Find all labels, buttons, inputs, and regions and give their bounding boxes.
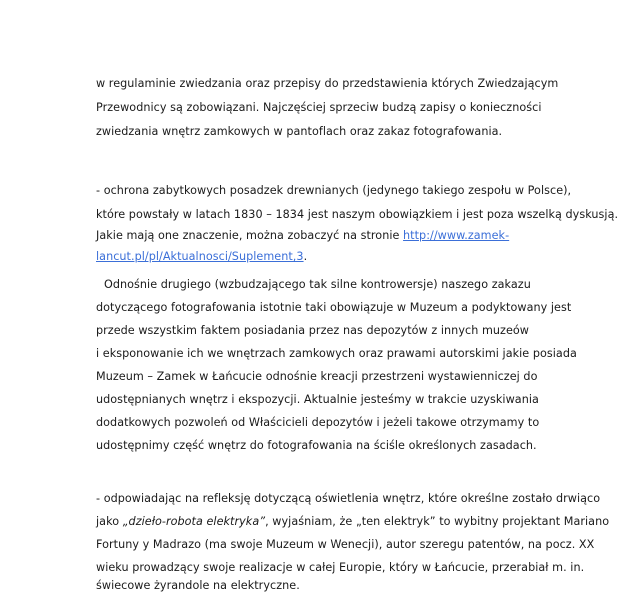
- paragraph-1-line-1: w regulaminie zwiedzania oraz przepisy do przedstawienia których Zwiedzającym: [96, 77, 559, 90]
- zamek-lancut-link-continued[interactable]: lancut.pl/pl/Aktualnosci/Suplement,3: [96, 250, 304, 263]
- paragraph-2-line-3-text: Jakie mają one znaczenie, można zobaczyć na stronie: [96, 229, 404, 242]
- paragraph-4-line-5: świecowe żyrandole na elektryczne.: [96, 579, 300, 592]
- paragraph-4-line-2-prefix: jako: [96, 515, 123, 528]
- paragraph-2-line-1: - ochrona zabytkowych posadzek drewnianych (jedynego takiego zespołu w Polsce),: [96, 184, 572, 197]
- paragraph-3-line-6: udostępnianych wnętrz i ekspozycji. Aktualnie jesteśmy w trakcie uzyskiwania: [96, 393, 539, 406]
- paragraph-1-line-3: zwiedzania wnętrz zamkowych w pantoflach oraz zakaz fotografowania.: [96, 125, 503, 138]
- paragraph-3-line-3: przede wszystkim faktem posiadania przez nas depozytów z innych muzeów: [96, 324, 529, 337]
- paragraph-2-link-tail: .: [303, 250, 308, 263]
- paragraph-2-line-3: [96, 228, 509, 243]
- paragraph-1-line-2: Przewodnicy są zobowiązani. Najczęściej sprzeciw budzą zapisy o konieczności: [96, 101, 542, 114]
- paragraph-3-line-2: dotyczącego fotografowania istotnie taki obowiązuje w Muzeum a podyktowany jest: [96, 301, 572, 314]
- zamek-lancut-link[interactable]: http://www.zamek-: [403, 229, 510, 242]
- paragraph-4-line-2-suffix: , wyjaśniam, że „ten elektryk” to wybitny projektant Mariano: [265, 515, 610, 528]
- paragraph-3-line-8: udostępnimy część wnętrz do fotografowania na ściśle określonych zasadach.: [96, 439, 537, 452]
- paragraph-4-line-4: wieku prowadzący swoje realizacje w całej Europie, który w Łańcucie, przerabiał m. in.: [96, 561, 585, 574]
- paragraph-3-line-4: i eksponowanie ich we wnętrzach zamkowych oraz prawami autorskimi jakie posiada: [96, 347, 577, 360]
- paragraph-4-line-2: [96, 514, 609, 529]
- paragraph-2-line-2: które powstały w latach 1830 – 1834 jest naszym obowiązkiem i jest poza wszelką dyskusją.: [96, 208, 619, 221]
- paragraph-2-line-4: [96, 249, 307, 264]
- paragraph-3-line-1: Odnośnie drugiego (wzbudzającego tak silne kontrowersje) naszego zakazu: [104, 278, 531, 291]
- paragraph-3-line-7: dodatkowych pozwoleń od Właścicieli depozytów i jeżeli takowe otrzymamy to: [96, 416, 540, 429]
- paragraph-4-line-3: Fortuny y Madrazo (ma swoje Muzeum w Wenecji), autor szeregu patentów, na pocz. XX: [96, 538, 595, 551]
- paragraph-4-line-1: - odpowiadając na refleksję dotyczącą oświetlenia wnętrz, które określne zostało drwiąco: [96, 492, 601, 505]
- paragraph-3-line-5: Muzeum – Zamek w Łańcucie odnośnie kreacji przestrzeni wystawienniczej do: [96, 370, 538, 383]
- paragraph-4-quote-emphasis: „dzieło-robota elektryka”: [122, 515, 266, 528]
